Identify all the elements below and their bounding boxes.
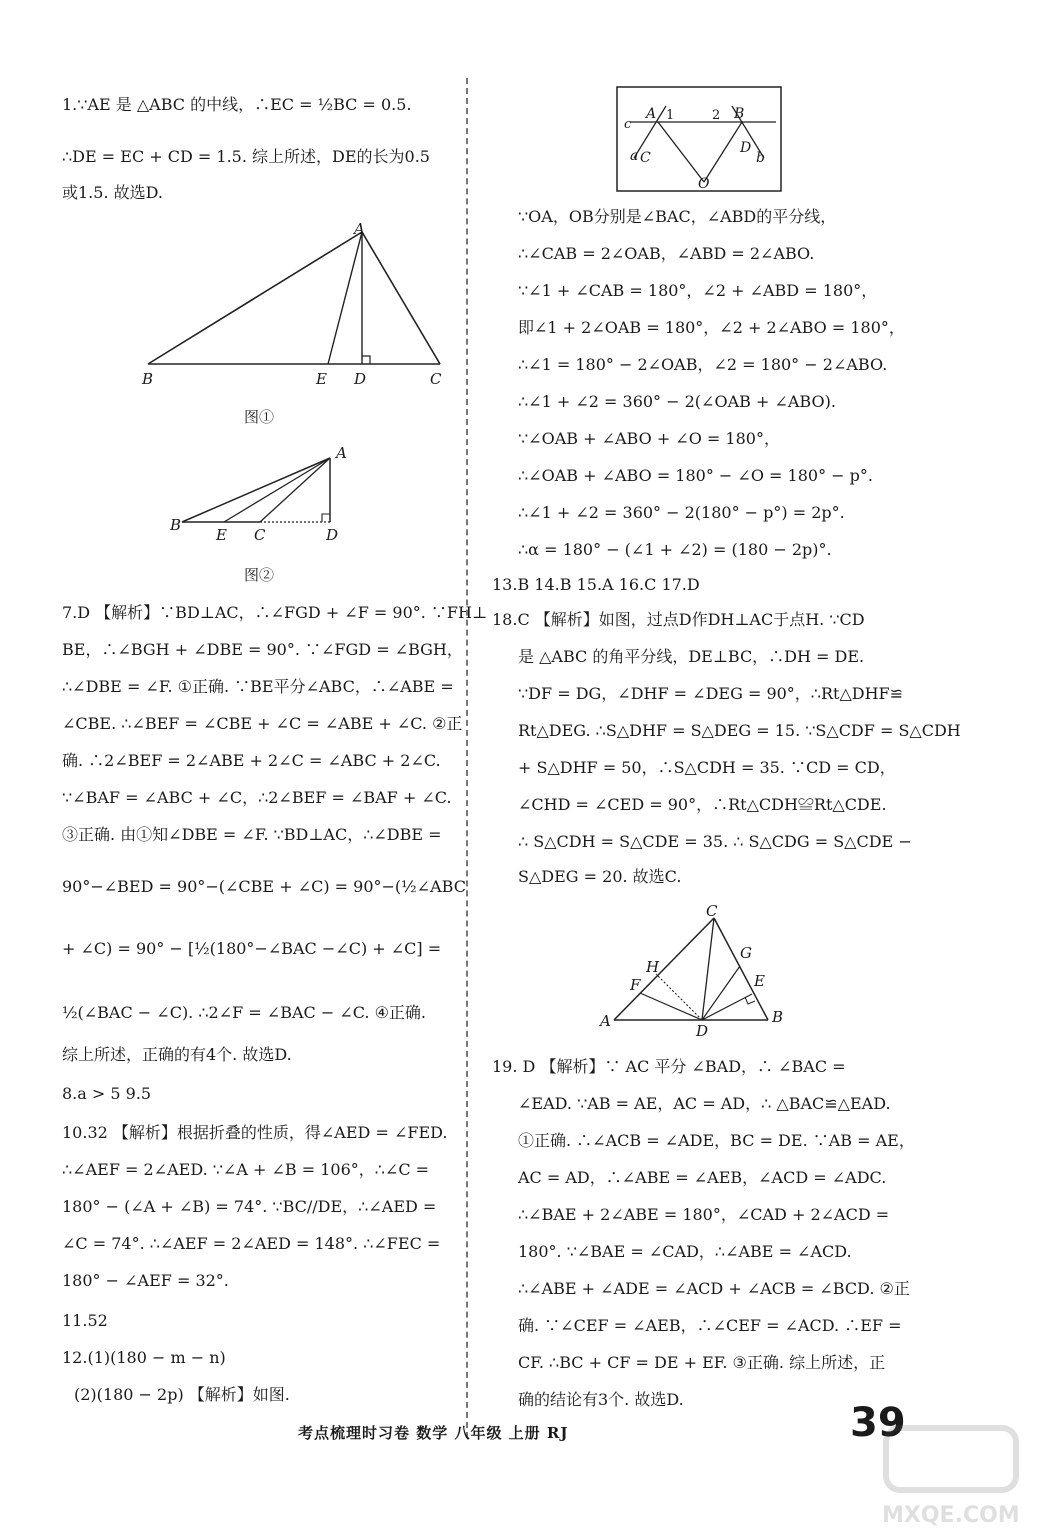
text-line: ∴∠BAE + 2∠ABE = 180°，∠CAD + 2∠ACD = bbox=[518, 1205, 890, 1224]
text-line: ∴DE = EC + CD = 1.5. 综上所述，DE的长为0.5 bbox=[62, 147, 430, 166]
text-line: ∵DF = DG，∠DHF = ∠DEG = 90°，∴Rt△DHF≌ bbox=[518, 684, 904, 703]
text-line: S△DEG = 20. 故选C. bbox=[518, 867, 682, 886]
text-line: 或1.5. 故选D. bbox=[62, 183, 163, 202]
label-E: E bbox=[216, 526, 227, 544]
text-line: Rt△DEG. ∴S△DHF = S△DEG = 15. ∵S△CDF = S△CDH bbox=[518, 721, 961, 740]
text-line: ∠EAD. ∵AB = AE，AC = AD，∴ △BAC≌△EAD. bbox=[518, 1094, 891, 1113]
text-line: 180°. ∵∠BAE = ∠CAD，∴∠ABE = ∠ACD. bbox=[518, 1242, 852, 1261]
text-line: AC = AD，∴∠ABE = ∠AEB，∠ACD = ∠ADC. bbox=[518, 1168, 887, 1187]
label-D: D bbox=[326, 526, 339, 544]
label-F: F bbox=[630, 976, 641, 994]
text-line: ∴α = 180° − (∠1 + ∠2) = (180 − 2p)°. bbox=[518, 540, 832, 559]
label-C: C bbox=[430, 370, 442, 388]
text-line: 即∠1 + 2∠OAB = 180°，∠2 + 2∠ABO = 180°， bbox=[518, 318, 905, 337]
label-A: A bbox=[646, 106, 657, 122]
figure-3-angle-bisectors bbox=[616, 86, 782, 192]
figure-4-triangle bbox=[592, 898, 792, 1044]
label-c: c bbox=[624, 117, 632, 132]
text-line: ∵∠OAB + ∠ABO + ∠O = 180°， bbox=[518, 429, 780, 448]
label-A: A bbox=[336, 444, 347, 462]
text-line: ∵∠BAF = ∠ABC + ∠C，∴2∠BEF = ∠BAF + ∠C. bbox=[62, 788, 452, 807]
text-line: 确的结论有3个. 故选D. bbox=[518, 1390, 684, 1409]
label-G: G bbox=[740, 944, 752, 962]
text-line: 180° − ∠AEF = 32°. bbox=[62, 1271, 229, 1290]
text-line: ∴∠1 + ∠2 = 360° − 2(∠OAB + ∠ABO). bbox=[518, 392, 836, 411]
text-line: ½(∠BAC − ∠C). ∴2∠F = ∠BAC − ∠C. ④正确. bbox=[62, 1003, 427, 1022]
text-line: 确. ∵∠CEF = ∠AEB，∴∠CEF = ∠ACD. ∴EF = bbox=[518, 1316, 902, 1335]
text-line: 12.(1)(180 − m − n) bbox=[62, 1348, 226, 1367]
label-O: O bbox=[698, 176, 710, 192]
text-line: ③正确. 由①知∠DBE = ∠F. ∵BD⊥AC，∴∠DBE = bbox=[62, 825, 442, 844]
label-C: C bbox=[706, 902, 718, 920]
text-line: 90°−∠BED = 90°−(∠CBE + ∠C) = 90°−(½∠ABC bbox=[62, 877, 466, 896]
text-line: 7.D 【解析】∵BD⊥AC，∴∠FGD + ∠F = 90°. ∵FH⊥ bbox=[62, 603, 488, 622]
text-line: 13.B 14.B 15.A 16.C 17.D bbox=[492, 575, 700, 594]
figure-1-caption: 图① bbox=[244, 408, 275, 426]
figure-1-triangle bbox=[132, 218, 462, 398]
text-line: ∴∠CAB = 2∠OAB，∠ABD = 2∠ABO. bbox=[518, 244, 815, 263]
text-line: ∴∠AEF = 2∠AED. ∵∠A + ∠B = 106°，∴∠C = bbox=[62, 1160, 430, 1179]
text-line: + ∠C) = 90° − [½(180°−∠BAC −∠C) + ∠C] = bbox=[62, 939, 442, 958]
label-B: B bbox=[772, 1008, 784, 1026]
text-line: 是 △ABC 的角平分线，DE⊥BC，∴DH = DE. bbox=[518, 647, 865, 666]
text-line: ∵∠1 + ∠CAB = 180°，∠2 + ∠ABD = 180°， bbox=[518, 281, 878, 300]
watermark-logo bbox=[876, 1418, 1036, 1528]
label-B: B bbox=[142, 370, 154, 388]
label-A: A bbox=[600, 1012, 611, 1030]
label-E: E bbox=[754, 972, 765, 990]
watermark-text: MXQE.COM bbox=[882, 1503, 1020, 1528]
label-2: 2 bbox=[712, 108, 721, 123]
text-line: BE，∴∠BGH + ∠DBE = 90°. ∵∠FGD = ∠BGH， bbox=[62, 640, 463, 659]
label-1: 1 bbox=[666, 108, 675, 123]
page-footer: 考点梳理时习卷 数学 八年级 上册 RJ bbox=[298, 1424, 569, 1442]
text-line: 19. D 【解析】∵ AC 平分 ∠BAD，∴ ∠BAC = bbox=[492, 1057, 846, 1076]
text-line: 180° − (∠A + ∠B) = 74°. ∵BC//DE，∴∠AED = bbox=[62, 1197, 437, 1216]
text-line: 1.∵AE 是 △ABC 的中线，∴EC = ½BC = 0.5. bbox=[62, 95, 412, 114]
label-b: b bbox=[756, 150, 765, 166]
text-line: ∴∠DBE = ∠F. ①正确. ∵BE平分∠ABC，∴∠ABE = bbox=[62, 677, 454, 696]
label-D: D bbox=[696, 1022, 709, 1040]
label-D: D bbox=[354, 370, 367, 388]
text-line: ∵OA，OB分别是∠BAC，∠ABD的平分线， bbox=[518, 207, 837, 226]
text-line: ∴∠OAB + ∠ABO = 180° − ∠O = 180° − p°. bbox=[518, 466, 873, 485]
text-line: ∴∠ABE + ∠ADE = ∠ACD + ∠ACB = ∠BCD. ②正 bbox=[518, 1279, 910, 1298]
label-E: E bbox=[316, 370, 327, 388]
label-B: B bbox=[170, 516, 182, 534]
text-line: ∠C = 74°. ∴∠AEF = 2∠AED = 148°. ∴∠FEC = bbox=[62, 1234, 441, 1253]
label-H: H bbox=[646, 958, 660, 976]
text-line: ∴ S△CDH = S△CDE = 35. ∴ S△CDG = S△CDE − bbox=[518, 832, 912, 851]
label-a: a bbox=[630, 148, 639, 164]
text-line: 11.52 bbox=[62, 1311, 108, 1330]
label-A: A bbox=[354, 220, 365, 238]
figure-2-caption: 图② bbox=[244, 566, 275, 584]
text-line: ∴∠1 + ∠2 = 360° − 2(180° − p°) = 2p°. bbox=[518, 503, 845, 522]
page-number: 39 bbox=[850, 1400, 906, 1446]
text-line: ①正确. ∴∠ACB = ∠ADE，BC = DE. ∵AB = AE， bbox=[518, 1131, 915, 1150]
text-line: ∴∠1 = 180° − 2∠OAB，∠2 = 180° − 2∠ABO. bbox=[518, 355, 888, 374]
figure-2-triangle bbox=[162, 442, 462, 552]
text-line: + S△DHF = 50，∴S△CDH = 35. ∵CD = CD， bbox=[518, 758, 896, 777]
text-line: 18.C 【解析】如图，过点D作DH⊥AC于点H. ∵CD bbox=[492, 610, 865, 629]
text-line: (2)(180 − 2p) 【解析】如图. bbox=[74, 1385, 290, 1404]
text-line: 10.32 【解析】根据折叠的性质，得∠AED = ∠FED. bbox=[62, 1123, 448, 1142]
label-D: D bbox=[740, 140, 752, 156]
label-C: C bbox=[640, 150, 651, 166]
text-line: ∠CBE. ∴∠BEF = ∠CBE + ∠C = ∠ABE + ∠C. ②正 bbox=[62, 714, 463, 733]
text-line: 确. ∴2∠BEF = 2∠ABE + 2∠C = ∠ABC + 2∠C. bbox=[62, 751, 441, 770]
text-line: CF. ∴BC + CF = DE + EF. ③正确. 综上所述，正 bbox=[518, 1353, 886, 1372]
label-B: B bbox=[734, 106, 745, 122]
text-line: 8.a > 5 9.5 bbox=[62, 1084, 152, 1103]
text-line: ∠CHD = ∠CED = 90°，∴Rt△CDH≌Rt△CDE. bbox=[518, 795, 887, 814]
column-divider bbox=[466, 78, 468, 1438]
label-C: C bbox=[254, 526, 266, 544]
text-line: 综上所述，正确的有4个. 故选D. bbox=[62, 1045, 292, 1064]
